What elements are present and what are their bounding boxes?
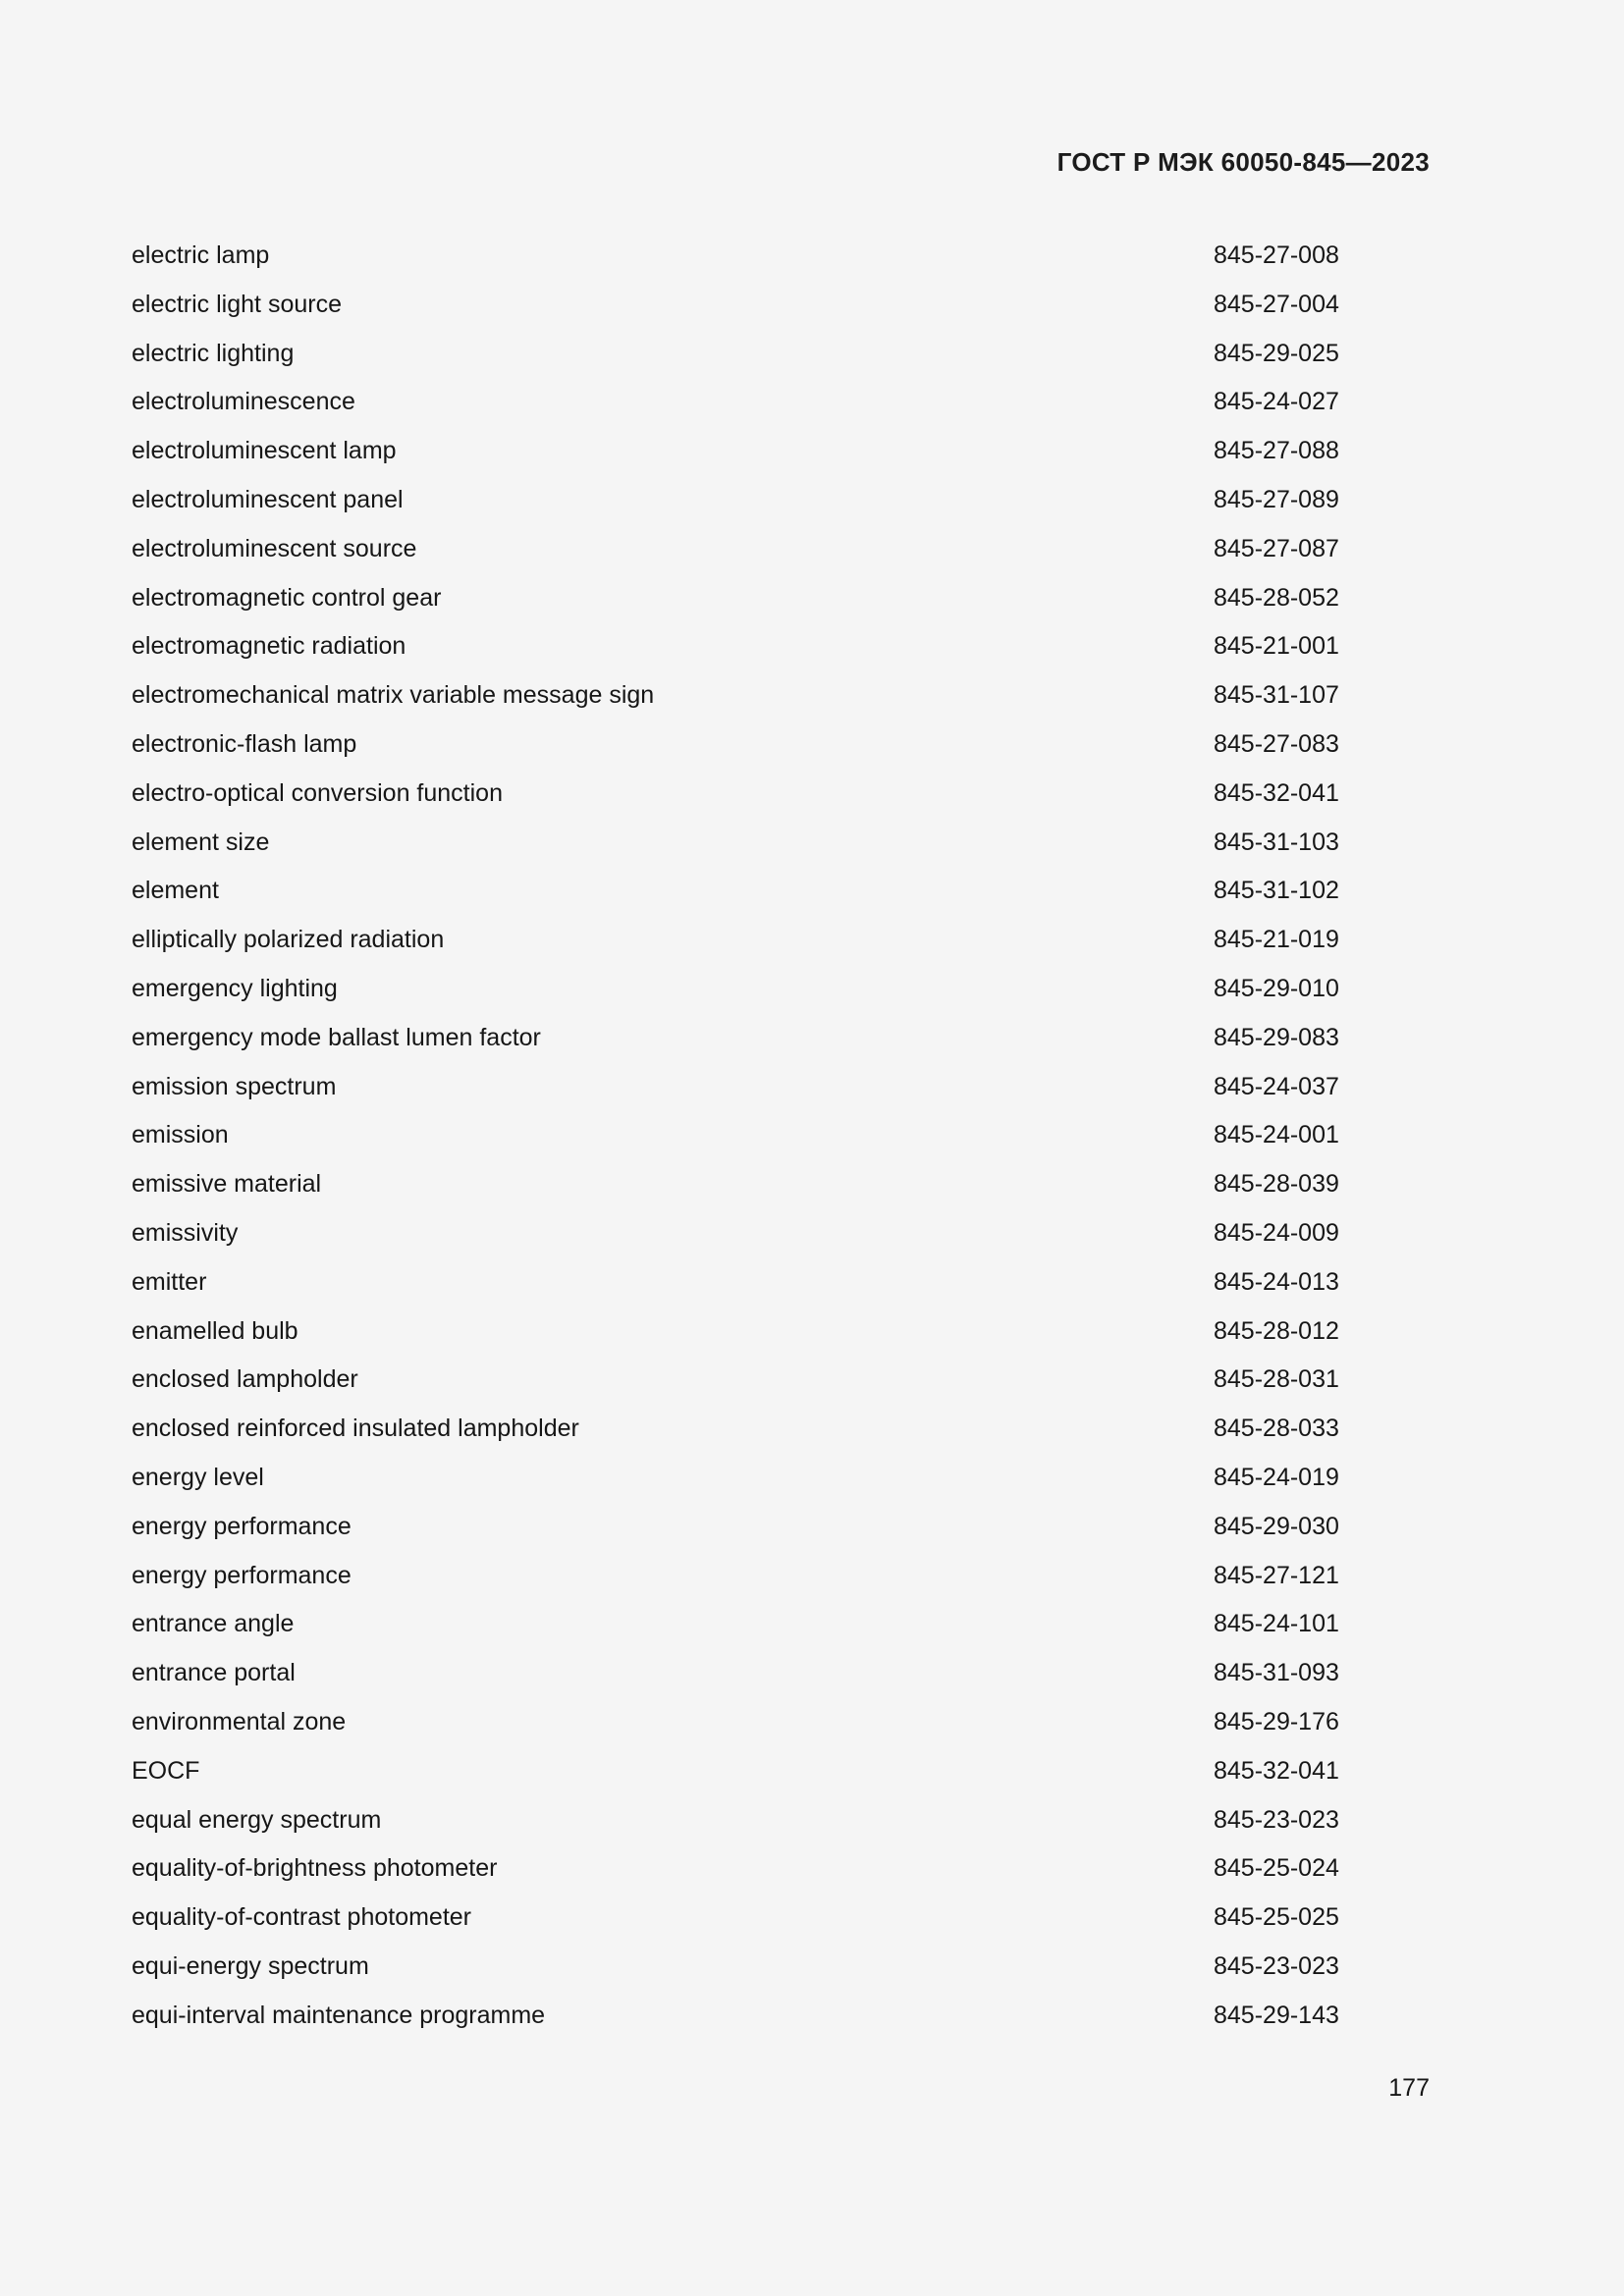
index-reference-number: 845-27-088 bbox=[1214, 437, 1339, 465]
index-term: electric lighting bbox=[132, 339, 295, 367]
index-reference-number: 845-24-001 bbox=[1214, 1121, 1339, 1149]
index-entry bbox=[132, 1014, 1339, 1063]
index-entry bbox=[132, 1943, 1339, 1992]
index-term: emissivity bbox=[132, 1218, 239, 1247]
index-reference-number: 845-29-083 bbox=[1214, 1023, 1339, 1051]
index-entry bbox=[132, 1747, 1339, 1796]
index-reference-number: 845-27-087 bbox=[1214, 534, 1339, 562]
index-term: electroluminescent source bbox=[132, 534, 417, 562]
index-entry bbox=[132, 622, 1339, 671]
index-entry bbox=[132, 1796, 1339, 1845]
index-reference-number: 845-29-025 bbox=[1214, 339, 1339, 367]
index-entry bbox=[132, 819, 1339, 868]
index-term: electronic-flash lamp bbox=[132, 729, 357, 758]
index-reference-number: 845-32-041 bbox=[1214, 1756, 1339, 1785]
index-reference-number: 845-23-023 bbox=[1214, 1951, 1339, 1980]
index-reference-number: 845-28-012 bbox=[1214, 1316, 1339, 1345]
index-term: electroluminescent lamp bbox=[132, 437, 397, 465]
index-term: electromechanical matrix variable message sign bbox=[132, 681, 655, 710]
index-entry bbox=[132, 1844, 1339, 1894]
index-reference-number: 845-24-013 bbox=[1214, 1267, 1339, 1296]
index-reference-number: 845-27-089 bbox=[1214, 485, 1339, 513]
index-entry bbox=[132, 1209, 1339, 1258]
index-term: electro-optical conversion function bbox=[132, 778, 503, 807]
index-term: enclosed lampholder bbox=[132, 1365, 358, 1394]
index-reference-number: 845-28-033 bbox=[1214, 1415, 1339, 1443]
index-term: EOCF bbox=[132, 1756, 200, 1785]
index-entry bbox=[132, 525, 1339, 574]
index-term: electroluminescence bbox=[132, 388, 355, 416]
index-entry bbox=[132, 965, 1339, 1014]
index-entry bbox=[132, 916, 1339, 965]
index-entry bbox=[132, 721, 1339, 770]
index-term: entrance portal bbox=[132, 1659, 296, 1687]
index-reference-number: 845-32-041 bbox=[1214, 778, 1339, 807]
index-term: entrance angle bbox=[132, 1610, 295, 1638]
index-reference-number: 845-24-027 bbox=[1214, 388, 1339, 416]
index-term: energy performance bbox=[132, 1561, 352, 1589]
index-term: equi-energy spectrum bbox=[132, 1951, 369, 1980]
index-entry bbox=[132, 1698, 1339, 1747]
index-reference-number: 845-31-102 bbox=[1214, 877, 1339, 905]
index-entry bbox=[132, 1649, 1339, 1698]
index-entry bbox=[132, 232, 1339, 281]
index-entry bbox=[132, 281, 1339, 330]
index-term: emission spectrum bbox=[132, 1072, 337, 1100]
index-entry bbox=[132, 378, 1339, 427]
index-reference-number: 845-25-025 bbox=[1214, 1903, 1339, 1932]
index-reference-number: 845-29-176 bbox=[1214, 1707, 1339, 1735]
index-reference-number: 845-28-052 bbox=[1214, 583, 1339, 612]
index-entry bbox=[132, 1258, 1339, 1308]
index-term: equal energy spectrum bbox=[132, 1805, 382, 1834]
index-term: electromagnetic control gear bbox=[132, 583, 442, 612]
index-reference-number: 845-31-107 bbox=[1214, 681, 1339, 710]
index-term: emergency mode ballast lumen factor bbox=[132, 1023, 541, 1051]
index-term: element bbox=[132, 877, 219, 905]
index-reference-number: 845-27-004 bbox=[1214, 290, 1339, 318]
index-term: enamelled bulb bbox=[132, 1316, 298, 1345]
index-entry bbox=[132, 1111, 1339, 1160]
index-term: equality-of-contrast photometer bbox=[132, 1903, 472, 1932]
index-reference-number: 845-24-009 bbox=[1214, 1218, 1339, 1247]
index-term: element size bbox=[132, 828, 270, 856]
index-entry bbox=[132, 1454, 1339, 1503]
term-index-list bbox=[132, 232, 1339, 2040]
index-term: equality-of-brightness photometer bbox=[132, 1854, 498, 1883]
index-term: equi-interval maintenance programme bbox=[132, 2001, 546, 2029]
index-reference-number: 845-25-024 bbox=[1214, 1854, 1339, 1883]
index-term: emission bbox=[132, 1121, 229, 1149]
index-term: electric lamp bbox=[132, 241, 270, 269]
index-entry bbox=[132, 330, 1339, 379]
index-term: electroluminescent panel bbox=[132, 485, 404, 513]
index-reference-number: 845-31-103 bbox=[1214, 828, 1339, 856]
index-reference-number: 845-28-039 bbox=[1214, 1170, 1339, 1199]
index-reference-number: 845-29-143 bbox=[1214, 2001, 1339, 2029]
index-entry bbox=[132, 671, 1339, 721]
index-entry bbox=[132, 1063, 1339, 1112]
index-term: electric light source bbox=[132, 290, 342, 318]
index-term: emitter bbox=[132, 1267, 207, 1296]
index-entry bbox=[132, 1503, 1339, 1552]
index-reference-number: 845-27-083 bbox=[1214, 729, 1339, 758]
index-entry bbox=[132, 770, 1339, 819]
index-reference-number: 845-21-001 bbox=[1214, 632, 1339, 661]
index-entry bbox=[132, 574, 1339, 623]
index-reference-number: 845-24-037 bbox=[1214, 1072, 1339, 1100]
index-reference-number: 845-24-019 bbox=[1214, 1463, 1339, 1491]
index-reference-number: 845-28-031 bbox=[1214, 1365, 1339, 1394]
index-term: emergency lighting bbox=[132, 974, 338, 1002]
index-entry bbox=[132, 1405, 1339, 1454]
index-reference-number: 845-27-121 bbox=[1214, 1561, 1339, 1589]
index-entry bbox=[132, 867, 1339, 916]
index-entry bbox=[132, 1992, 1339, 2041]
index-entry bbox=[132, 1356, 1339, 1405]
index-entry bbox=[132, 1894, 1339, 1943]
index-term: emissive material bbox=[132, 1170, 322, 1199]
index-entry bbox=[132, 1552, 1339, 1601]
index-term: energy performance bbox=[132, 1512, 352, 1540]
index-term: energy level bbox=[132, 1463, 264, 1491]
index-reference-number: 845-31-093 bbox=[1214, 1659, 1339, 1687]
index-reference-number: 845-27-008 bbox=[1214, 241, 1339, 269]
index-entry bbox=[132, 476, 1339, 525]
index-entry bbox=[132, 427, 1339, 476]
index-term: electromagnetic radiation bbox=[132, 632, 406, 661]
index-term: elliptically polarized radiation bbox=[132, 926, 445, 954]
index-reference-number: 845-24-101 bbox=[1214, 1610, 1339, 1638]
index-entry bbox=[132, 1308, 1339, 1357]
index-reference-number: 845-23-023 bbox=[1214, 1805, 1339, 1834]
index-entry bbox=[132, 1160, 1339, 1209]
page-header-standard-code: ГОСТ Р МЭК 60050-845—2023 bbox=[1056, 147, 1430, 177]
index-term: environmental zone bbox=[132, 1707, 347, 1735]
index-reference-number: 845-29-030 bbox=[1214, 1512, 1339, 1540]
index-entry bbox=[132, 1600, 1339, 1649]
index-term: enclosed reinforced insulated lampholder bbox=[132, 1415, 579, 1443]
index-reference-number: 845-21-019 bbox=[1214, 926, 1339, 954]
page-number: 177 bbox=[1388, 2074, 1430, 2102]
index-reference-number: 845-29-010 bbox=[1214, 974, 1339, 1002]
